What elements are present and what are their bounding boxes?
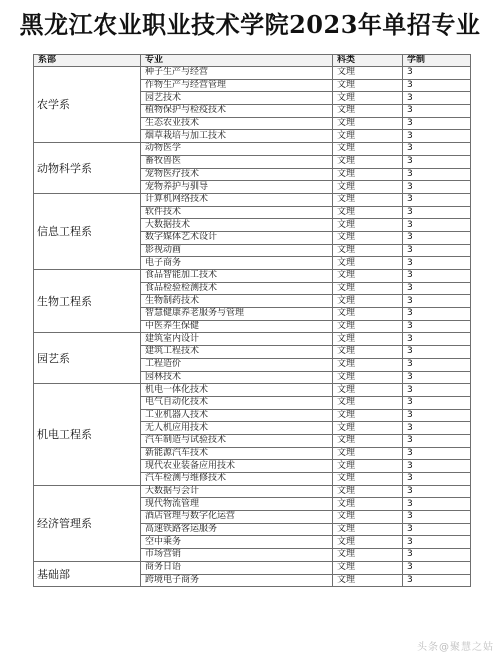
major-duration: 3 (403, 244, 471, 257)
major-name: 商务日语 (141, 561, 333, 574)
major-category: 文理 (333, 257, 403, 270)
major-name: 计算机网络技术 (141, 193, 333, 206)
major-duration: 3 (403, 523, 471, 536)
header-duration: 学制 (403, 55, 471, 67)
major-name: 机电一体化技术 (141, 384, 333, 397)
table-row (34, 193, 471, 206)
major-category: 文理 (333, 447, 403, 460)
major-category: 文理 (333, 409, 403, 422)
major-name: 食品智能加工技术 (141, 270, 333, 283)
major-name: 烟草栽培与加工技术 (141, 130, 333, 143)
major-name: 园林技术 (141, 371, 333, 384)
major-name: 无人机应用技术 (141, 422, 333, 435)
major-duration: 3 (403, 67, 471, 80)
major-name: 汽车检测与维修技术 (141, 473, 333, 486)
major-duration: 3 (403, 536, 471, 549)
page-title: 黑龙江农业职业技术学院2023年单招专业 (19, 10, 481, 39)
major-name: 动物医学 (141, 143, 333, 156)
major-name: 现代农业装备应用技术 (141, 460, 333, 473)
major-name: 大数据技术 (141, 219, 333, 232)
major-name: 建筑工程技术 (141, 346, 333, 359)
table-row (34, 485, 471, 498)
major-category: 文理 (333, 79, 403, 92)
department-name: 基础部 (34, 561, 141, 586)
major-duration: 3 (403, 105, 471, 118)
major-duration: 3 (403, 346, 471, 359)
major-name: 电子商务 (141, 257, 333, 270)
major-name: 食品检验检测技术 (141, 282, 333, 295)
major-category: 文理 (333, 155, 403, 168)
major-name: 园艺技术 (141, 92, 333, 105)
major-duration: 3 (403, 498, 471, 511)
major-name: 种子生产与经营 (141, 67, 333, 80)
table-row (34, 270, 471, 283)
major-duration: 3 (403, 511, 471, 524)
major-duration: 3 (403, 282, 471, 295)
major-category: 文理 (333, 206, 403, 219)
major-name: 工程造价 (141, 358, 333, 371)
major-name: 汽车制造与试验技术 (141, 434, 333, 447)
major-category: 文理 (333, 270, 403, 283)
major-category: 文理 (333, 67, 403, 80)
major-name: 新能源汽车技术 (141, 447, 333, 460)
major-duration: 3 (403, 447, 471, 460)
major-name: 电气自动化技术 (141, 396, 333, 409)
major-duration: 3 (403, 574, 471, 587)
major-duration: 3 (403, 358, 471, 371)
header-major: 专业 (141, 55, 333, 67)
major-duration: 3 (403, 143, 471, 156)
major-name: 工业机器人技术 (141, 409, 333, 422)
major-category: 文理 (333, 181, 403, 194)
major-duration: 3 (403, 270, 471, 283)
major-category: 文理 (333, 282, 403, 295)
major-name: 智慧健康养老服务与管理 (141, 308, 333, 321)
major-name: 软件技术 (141, 206, 333, 219)
department-name: 信息工程系 (34, 193, 141, 269)
major-category: 文理 (333, 130, 403, 143)
major-category: 文理 (333, 384, 403, 397)
major-duration: 3 (403, 473, 471, 486)
major-category: 文理 (333, 561, 403, 574)
major-name: 畜牧兽医 (141, 155, 333, 168)
major-duration: 3 (403, 371, 471, 384)
major-duration: 3 (403, 485, 471, 498)
department-name: 生物工程系 (34, 270, 141, 333)
major-duration: 3 (403, 295, 471, 308)
major-duration: 3 (403, 155, 471, 168)
major-duration: 3 (403, 384, 471, 397)
table-row (34, 67, 471, 80)
major-duration: 3 (403, 181, 471, 194)
major-duration: 3 (403, 460, 471, 473)
major-name: 植物保护与检疫技术 (141, 105, 333, 118)
major-category: 文理 (333, 473, 403, 486)
major-category: 文理 (333, 485, 403, 498)
table-row (34, 384, 471, 397)
major-duration: 3 (403, 422, 471, 435)
department-name: 机电工程系 (34, 384, 141, 486)
major-duration: 3 (403, 549, 471, 562)
major-duration: 3 (403, 396, 471, 409)
major-name: 高速铁路客运服务 (141, 523, 333, 536)
department-name: 动物科学系 (34, 143, 141, 194)
major-duration: 3 (403, 79, 471, 92)
major-category: 文理 (333, 422, 403, 435)
majors-table (33, 54, 471, 587)
table-row (34, 561, 471, 574)
watermark: 头条@聚慧之姑 (417, 642, 494, 653)
table-row (34, 333, 471, 346)
major-name: 酒店管理与数字化运营 (141, 511, 333, 524)
major-name: 市场营销 (141, 549, 333, 562)
major-category: 文理 (333, 460, 403, 473)
major-name: 大数据与会计 (141, 485, 333, 498)
major-name: 作物生产与经营管理 (141, 79, 333, 92)
header-department: 系部 (34, 55, 141, 67)
major-name: 现代物流管理 (141, 498, 333, 511)
major-duration: 3 (403, 117, 471, 130)
major-name: 宠物养护与驯导 (141, 181, 333, 194)
major-duration: 3 (403, 231, 471, 244)
major-duration: 3 (403, 168, 471, 181)
major-name: 空中乘务 (141, 536, 333, 549)
major-name: 影视动画 (141, 244, 333, 257)
major-duration: 3 (403, 130, 471, 143)
major-category: 文理 (333, 498, 403, 511)
major-category: 文理 (333, 346, 403, 359)
major-duration: 3 (403, 434, 471, 447)
major-category: 文理 (333, 308, 403, 321)
majors-table-wrapper (33, 54, 470, 587)
major-name: 建筑室内设计 (141, 333, 333, 346)
major-name: 宠物医疗技术 (141, 168, 333, 181)
major-name: 生物制药技术 (141, 295, 333, 308)
major-category: 文理 (333, 358, 403, 371)
major-duration: 3 (403, 561, 471, 574)
major-duration: 3 (403, 308, 471, 321)
department-name: 园艺系 (34, 333, 141, 384)
major-category: 文理 (333, 434, 403, 447)
major-category: 文理 (333, 396, 403, 409)
major-category: 文理 (333, 92, 403, 105)
major-category: 文理 (333, 219, 403, 232)
major-duration: 3 (403, 206, 471, 219)
major-category: 文理 (333, 143, 403, 156)
major-category: 文理 (333, 523, 403, 536)
major-name: 数字媒体艺术设计 (141, 231, 333, 244)
table-header-row (34, 55, 471, 67)
major-category: 文理 (333, 536, 403, 549)
major-category: 文理 (333, 333, 403, 346)
major-duration: 3 (403, 333, 471, 346)
header-category: 科类 (333, 55, 403, 67)
major-category: 文理 (333, 231, 403, 244)
table-body (34, 67, 471, 587)
major-duration: 3 (403, 409, 471, 422)
major-duration: 3 (403, 219, 471, 232)
major-duration: 3 (403, 92, 471, 105)
major-category: 文理 (333, 193, 403, 206)
major-name: 生态农业技术 (141, 117, 333, 130)
major-category: 文理 (333, 295, 403, 308)
table-row (34, 143, 471, 156)
department-name: 经济管理系 (34, 485, 141, 561)
major-category: 文理 (333, 574, 403, 587)
major-category: 文理 (333, 549, 403, 562)
major-category: 文理 (333, 105, 403, 118)
major-category: 文理 (333, 511, 403, 524)
major-category: 文理 (333, 168, 403, 181)
department-name: 农学系 (34, 67, 141, 143)
major-duration: 3 (403, 193, 471, 206)
major-duration: 3 (403, 257, 471, 270)
major-duration: 3 (403, 320, 471, 333)
major-category: 文理 (333, 244, 403, 257)
major-category: 文理 (333, 371, 403, 384)
major-name: 跨境电子商务 (141, 574, 333, 587)
major-category: 文理 (333, 320, 403, 333)
major-name: 中医养生保健 (141, 320, 333, 333)
major-category: 文理 (333, 117, 403, 130)
